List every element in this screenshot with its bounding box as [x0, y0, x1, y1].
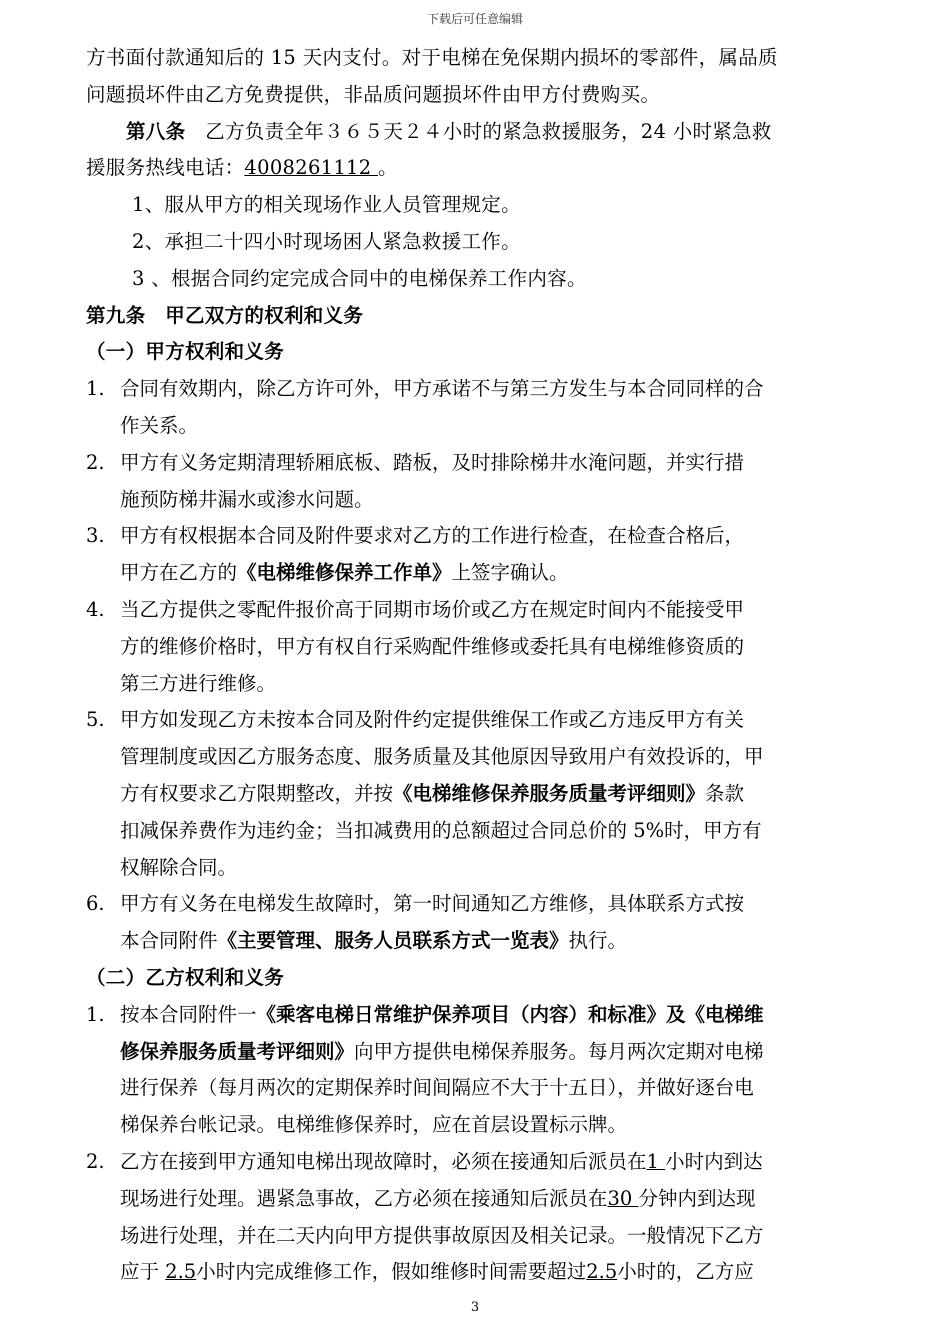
item-line: 进行保养（每月两次的定期保养时间间隔应不大于十五日），并做好逐台电 [120, 1076, 754, 1100]
item-line: 作关系。 [120, 413, 199, 437]
item-line: 甲方有义务在电梯发生故障时，第一时间通知乙方维修，具体联系方式按 [120, 892, 745, 916]
document-reference: 《乘客电梯日常维护保养项目（内容）和标准》及《电梯维 [256, 1002, 764, 1026]
item-line: 施预防梯井漏水或渗水问题。 [120, 487, 374, 511]
section-2-title: （二）乙方权利和义务 [86, 965, 285, 989]
list-item [86, 886, 866, 960]
article-8-label: 第八条 [126, 119, 186, 143]
section-1-title: （一）甲方权利和义务 [86, 340, 285, 364]
response-hours: 1 [646, 1149, 666, 1173]
document-reference: 修保养服务质量考评细则》 [120, 1039, 355, 1063]
hotline-label: 援服务热线电话： [86, 156, 245, 180]
item-line: 甲方有义务定期清理轿厢底板、踏板，及时排除梯井水淹问题，并实行措 [120, 450, 745, 474]
article-8-item: 2、承担二十四小时现场困人紧急救援工作。 [132, 229, 521, 253]
page-header: 下载后可任意编辑 [426, 12, 523, 26]
emergency-minutes: 30 [607, 1186, 639, 1210]
item-line: 方有权要求乙方限期整改，并按《电梯维修保养服务质量考评细则》条款 [120, 781, 745, 805]
item-number: 2. [86, 450, 105, 474]
item-line: 场进行处理，并在二天内向甲方提供事故原因及相关记录。一般情况下乙方 [120, 1223, 764, 1247]
item-number: 5. [86, 708, 105, 732]
list-item [86, 997, 866, 1144]
item-line: 甲方有权根据本合同及附件要求对乙方的工作进行检查，在检查合格后， [120, 524, 745, 548]
list-item [86, 1144, 866, 1291]
item-line: 甲方在乙方的《电梯维修保养工作单》上签字确认。 [120, 561, 569, 585]
article-8-item: 3 、根据合同约定完成合同中的电梯保养工作内容。 [132, 266, 587, 290]
hotline-number: 4008261112 [244, 156, 378, 180]
article-8-text: 乙方负责全年３６５天２４小时的紧急救援服务，24 小时紧急救 [185, 119, 772, 143]
article-9-title: 第九条 甲乙双方的权利和义务 [86, 303, 364, 327]
item-line: 方的维修价格时，甲方有权自行采购配件维修或委托具有电梯维修资质的 [120, 634, 745, 658]
item-line: 甲方如发现乙方未按本合同及附件约定提供维保工作或乙方违反甲方有关 [120, 708, 745, 732]
article-8-line-2 [86, 150, 866, 187]
list-item [86, 702, 866, 886]
document-reference: 《主要管理、服务人员联系方式一览表》 [217, 929, 569, 953]
item-line: 按本合同附件一《乘客电梯日常维护保养项目（内容）和标准》及《电梯维 [120, 1002, 764, 1026]
repair-hours: 2.5 [165, 1260, 197, 1284]
page-number: 3 [470, 1300, 480, 1315]
item-line: 本合同附件《主要管理、服务人员联系方式一览表》执行。 [120, 929, 628, 953]
item-line: 扣减保养费作为违约金；当扣减费用的总额超过合同总价的 5%时，甲方有 [120, 818, 762, 842]
item-line: 当乙方提供之零配件报价高于同期市场价或乙方在规定时间内不能接受甲 [120, 597, 745, 621]
item-number: 6. [86, 892, 105, 916]
item-line: 应于 2.5小时内完成维修工作，假如维修时间需要超过2.5小时的，乙方应 [120, 1260, 754, 1284]
list-item [86, 371, 866, 445]
item-line: 管理制度或因乙方服务态度、服务质量及其他原因导致用户有效投诉的，甲 [120, 745, 764, 769]
document-reference: 《电梯维修保养服务质量考评细则》 [393, 781, 706, 805]
item-line: 梯保养台帐记录。电梯维修保养时，应在首层设置标示牌。 [120, 1113, 628, 1137]
item-line: 乙方在接到甲方通知电梯出现故障时，必须在接通知后派员在1 小时内到达 [120, 1149, 763, 1173]
item-number: 4. [86, 597, 105, 621]
article-8-item: 1、服从甲方的相关现场作业人员管理规定。 [132, 193, 521, 217]
document-reference: 《电梯维修保养工作单》 [237, 561, 452, 585]
item-number: 3. [86, 524, 105, 548]
document-body [86, 40, 866, 1291]
paragraph-line: 方书面付款通知后的 15 天内支付。对于电梯在免保期内损坏的零部件，属品质 [86, 46, 778, 69]
item-number: 2. [86, 1149, 105, 1173]
paragraph-line: 问题损坏件由乙方免费提供，非品质问题损坏件由甲方付费购买。 [86, 82, 661, 106]
item-line: 修保养服务质量考评细则》向甲方提供电梯保养服务。每月两次定期对电梯 [120, 1039, 764, 1063]
item-line: 现场进行处理。遇紧急事故，乙方必须在接通知后派员在30 分钟内到达现 [120, 1186, 756, 1210]
article-8-line-1 [86, 114, 866, 151]
item-number: 1. [86, 1002, 105, 1026]
punctuation: 。 [377, 156, 398, 180]
item-line: 权解除合同。 [120, 855, 238, 879]
list-item [86, 518, 866, 592]
list-item [86, 592, 866, 702]
repair-hours: 2.5 [586, 1260, 618, 1284]
item-line: 合同有效期内，除乙方许可外，甲方承诺不与第三方发生与本合同同样的合 [120, 377, 764, 401]
list-item [86, 445, 866, 519]
item-number: 1. [86, 377, 105, 401]
item-line: 第三方进行维修。 [120, 671, 277, 695]
